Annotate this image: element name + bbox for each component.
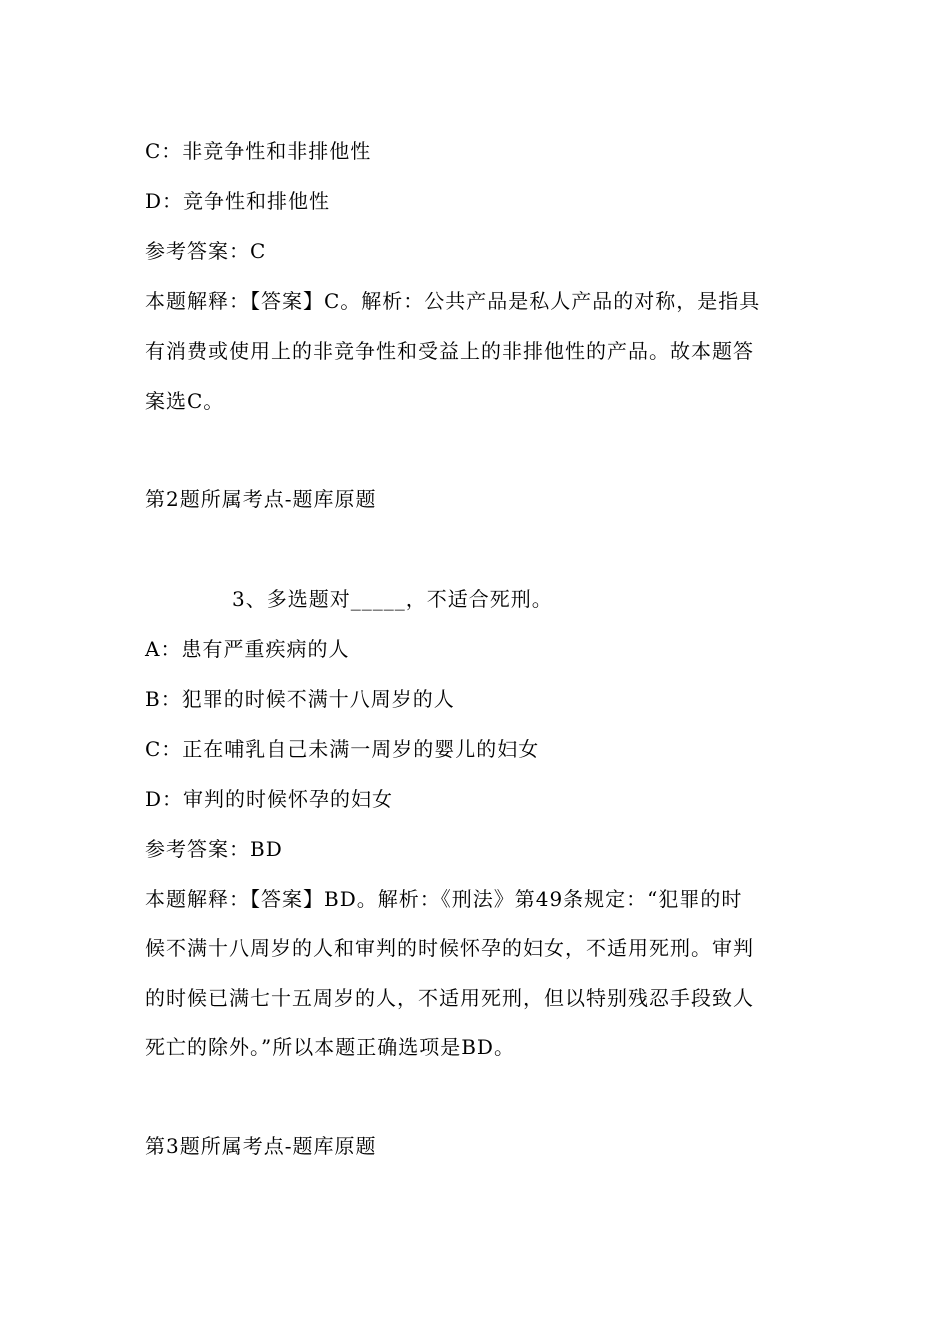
explanation-q2-line3: 案选C。 [145,389,225,413]
option-b-q3: B：犯罪的时候不满十八周岁的人 [145,687,455,711]
option-c-q2: C：非竞争性和非排他性 [145,139,372,163]
option-d-q3: D：审判的时候怀孕的妇女 [145,787,394,811]
answer-q3: 参考答案：BD [145,837,283,861]
source-q3: 第3题所属考点-题库原题 [145,1134,377,1158]
answer-q2: 参考答案：C [145,239,267,263]
explanation-q3-line1: 本题解释：【答案】BD。解析：《刑法》第49条规定：“犯罪的时 [145,887,743,911]
option-d-q2: D：竞争性和排他性 [145,189,331,213]
question-q3: 3、多选题对_____，不适合死刑。 [232,587,553,611]
explanation-q3-line2: 候不满十八周岁的人和审判的时候怀孕的妇女，不适用死刑。审判 [145,936,754,960]
option-c-q3: C：正在哺乳自己未满一周岁的婴儿的妇女 [145,737,540,761]
explanation-q2-line2: 有消费或使用上的非竞争性和受益上的非排他性的产品。故本题答 [145,339,754,363]
explanation-q3-line4: 死亡的除外。”所以本题正确选项是BD。 [145,1035,515,1059]
explanation-q2-line1: 本题解释：【答案】C。解析：公共产品是私人产品的对称，是指具 [145,289,761,313]
explanation-q3-line3: 的时候已满七十五周岁的人，不适用死刑，但以特别残忍手段致人 [145,986,754,1010]
option-a-q3: A：患有严重疾病的人 [145,637,350,661]
source-q2: 第2题所属考点-题库原题 [145,487,377,511]
